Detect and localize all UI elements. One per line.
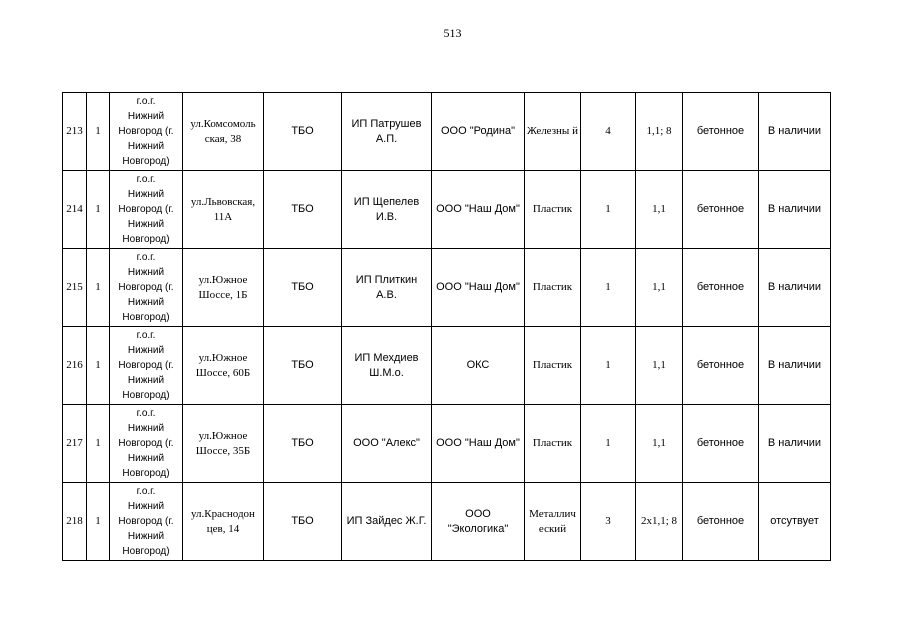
- container-quantity-cell: 1: [581, 171, 636, 249]
- municipality-line: г.о.г.: [136, 96, 156, 107]
- municipality-line: Новгород): [122, 312, 170, 323]
- status-cell: В наличии: [759, 405, 831, 483]
- table-body: [63, 93, 831, 561]
- table-row: [63, 249, 831, 327]
- municipality-cell: [110, 405, 183, 483]
- container-material-cell: Пластик: [525, 249, 581, 327]
- municipality-line: Новгород): [122, 546, 170, 557]
- municipality-line: Нижний: [127, 111, 165, 122]
- row-number-cell: 216: [63, 327, 87, 405]
- municipality-line: Новгород): [122, 468, 170, 479]
- surface-cell: бетонное: [683, 483, 759, 561]
- waste-type-cell: ТБО: [264, 483, 342, 561]
- table-row: [63, 171, 831, 249]
- container-material-cell: Железны й: [525, 93, 581, 171]
- table-row: [63, 93, 831, 171]
- waste-type-cell: ТБО: [264, 405, 342, 483]
- address-cell: ул.Краснодон цев, 14: [183, 483, 264, 561]
- row-number-cell: 215: [63, 249, 87, 327]
- municipality-line: Новгород (г.: [118, 516, 174, 527]
- owner-cell: ИП Щепелев И.В.: [342, 171, 432, 249]
- carrier-cell: ООО "Наш Дом": [432, 249, 525, 327]
- count-cell: 1: [87, 93, 110, 171]
- municipality-cell: [110, 327, 183, 405]
- municipality-line: Новгород (г.: [118, 204, 174, 215]
- row-number-cell: 213: [63, 93, 87, 171]
- carrier-cell: ООО "Родина": [432, 93, 525, 171]
- container-quantity-cell: 3: [581, 483, 636, 561]
- municipality-line: Новгород): [122, 234, 170, 245]
- carrier-cell: ОКС: [432, 327, 525, 405]
- owner-cell: ИП Патрушев А.П.: [342, 93, 432, 171]
- container-volume-cell: 1,1: [636, 405, 683, 483]
- municipality-line: Новгород (г.: [118, 438, 174, 449]
- municipality-line: Нижний: [127, 219, 165, 230]
- row-number-cell: 214: [63, 171, 87, 249]
- municipality-line: Нижний: [127, 375, 165, 386]
- municipality-line: Нижний: [127, 423, 165, 434]
- container-quantity-cell: 1: [581, 249, 636, 327]
- row-number-cell: 217: [63, 405, 87, 483]
- status-cell: В наличии: [759, 93, 831, 171]
- municipality-cell: [110, 483, 183, 561]
- count-cell: 1: [87, 249, 110, 327]
- table-row: [63, 327, 831, 405]
- count-cell: 1: [87, 171, 110, 249]
- address-cell: ул.Комсомоль ская, 38: [183, 93, 264, 171]
- municipality-line: Нижний: [127, 297, 165, 308]
- table-row: [63, 405, 831, 483]
- owner-cell: ИП Зайдес Ж.Г.: [342, 483, 432, 561]
- waste-type-cell: ТБО: [264, 249, 342, 327]
- container-material-cell: Металлич еский: [525, 483, 581, 561]
- container-material-cell: Пластик: [525, 327, 581, 405]
- address-cell: ул.Южное Шоссе, 35Б: [183, 405, 264, 483]
- municipality-line: Нижний: [127, 189, 165, 200]
- municipality-line: г.о.г.: [136, 174, 156, 185]
- container-quantity-cell: 1: [581, 405, 636, 483]
- surface-cell: бетонное: [683, 405, 759, 483]
- municipality-line: Нижний: [127, 345, 165, 356]
- carrier-cell: ООО "Наш Дом": [432, 405, 525, 483]
- owner-cell: ИП Мехдиев Ш.М.о.: [342, 327, 432, 405]
- container-material-cell: Пластик: [525, 171, 581, 249]
- container-material-cell: Пластик: [525, 405, 581, 483]
- count-cell: 1: [87, 327, 110, 405]
- address-cell: ул.Львовская, 11А: [183, 171, 264, 249]
- municipality-cell: [110, 171, 183, 249]
- row-number-cell: 218: [63, 483, 87, 561]
- container-volume-cell: 1,1: [636, 249, 683, 327]
- page-number: 513: [443, 26, 462, 40]
- container-volume-cell: 1,1: [636, 171, 683, 249]
- count-cell: 1: [87, 483, 110, 561]
- municipality-line: г.о.г.: [136, 408, 156, 419]
- address-cell: ул.Южное Шоссе, 1Б: [183, 249, 264, 327]
- status-cell: В наличии: [759, 249, 831, 327]
- surface-cell: бетонное: [683, 93, 759, 171]
- municipality-line: Нижний: [127, 501, 165, 512]
- container-volume-cell: 1,1; 8: [636, 93, 683, 171]
- municipality-line: Новгород (г.: [118, 282, 174, 293]
- status-cell: В наличии: [759, 327, 831, 405]
- container-quantity-cell: 4: [581, 93, 636, 171]
- waste-type-cell: ТБО: [264, 171, 342, 249]
- surface-cell: бетонное: [683, 171, 759, 249]
- municipality-line: г.о.г.: [136, 330, 156, 341]
- status-cell: В наличии: [759, 171, 831, 249]
- municipality-line: Новгород): [122, 390, 170, 401]
- municipality-line: Нижний: [127, 141, 165, 152]
- municipality-line: Нижний: [127, 267, 165, 278]
- waste-type-cell: ТБО: [264, 327, 342, 405]
- municipality-line: Новгород (г.: [118, 126, 174, 137]
- waste-sites-table: [62, 92, 831, 561]
- container-volume-cell: 1,1: [636, 327, 683, 405]
- municipality-line: Новгород): [122, 156, 170, 167]
- status-cell: отсутвует: [759, 483, 831, 561]
- count-cell: 1: [87, 405, 110, 483]
- surface-cell: бетонное: [683, 249, 759, 327]
- municipality-line: Нижний: [127, 531, 165, 542]
- container-quantity-cell: 1: [581, 327, 636, 405]
- surface-cell: бетонное: [683, 327, 759, 405]
- container-volume-cell: 2х1,1; 8: [636, 483, 683, 561]
- municipality-line: Новгород (г.: [118, 360, 174, 371]
- municipality-line: г.о.г.: [136, 252, 156, 263]
- municipality-line: Нижний: [127, 453, 165, 464]
- waste-type-cell: ТБО: [264, 93, 342, 171]
- carrier-cell: ООО "Наш Дом": [432, 171, 525, 249]
- municipality-cell: [110, 93, 183, 171]
- address-cell: ул.Южное Шоссе, 60Б: [183, 327, 264, 405]
- carrier-cell: ООО "Экологика": [432, 483, 525, 561]
- owner-cell: ООО "Алекс": [342, 405, 432, 483]
- table-row: [63, 483, 831, 561]
- owner-cell: ИП Плиткин А.В.: [342, 249, 432, 327]
- municipality-line: г.о.г.: [136, 486, 156, 497]
- municipality-cell: [110, 249, 183, 327]
